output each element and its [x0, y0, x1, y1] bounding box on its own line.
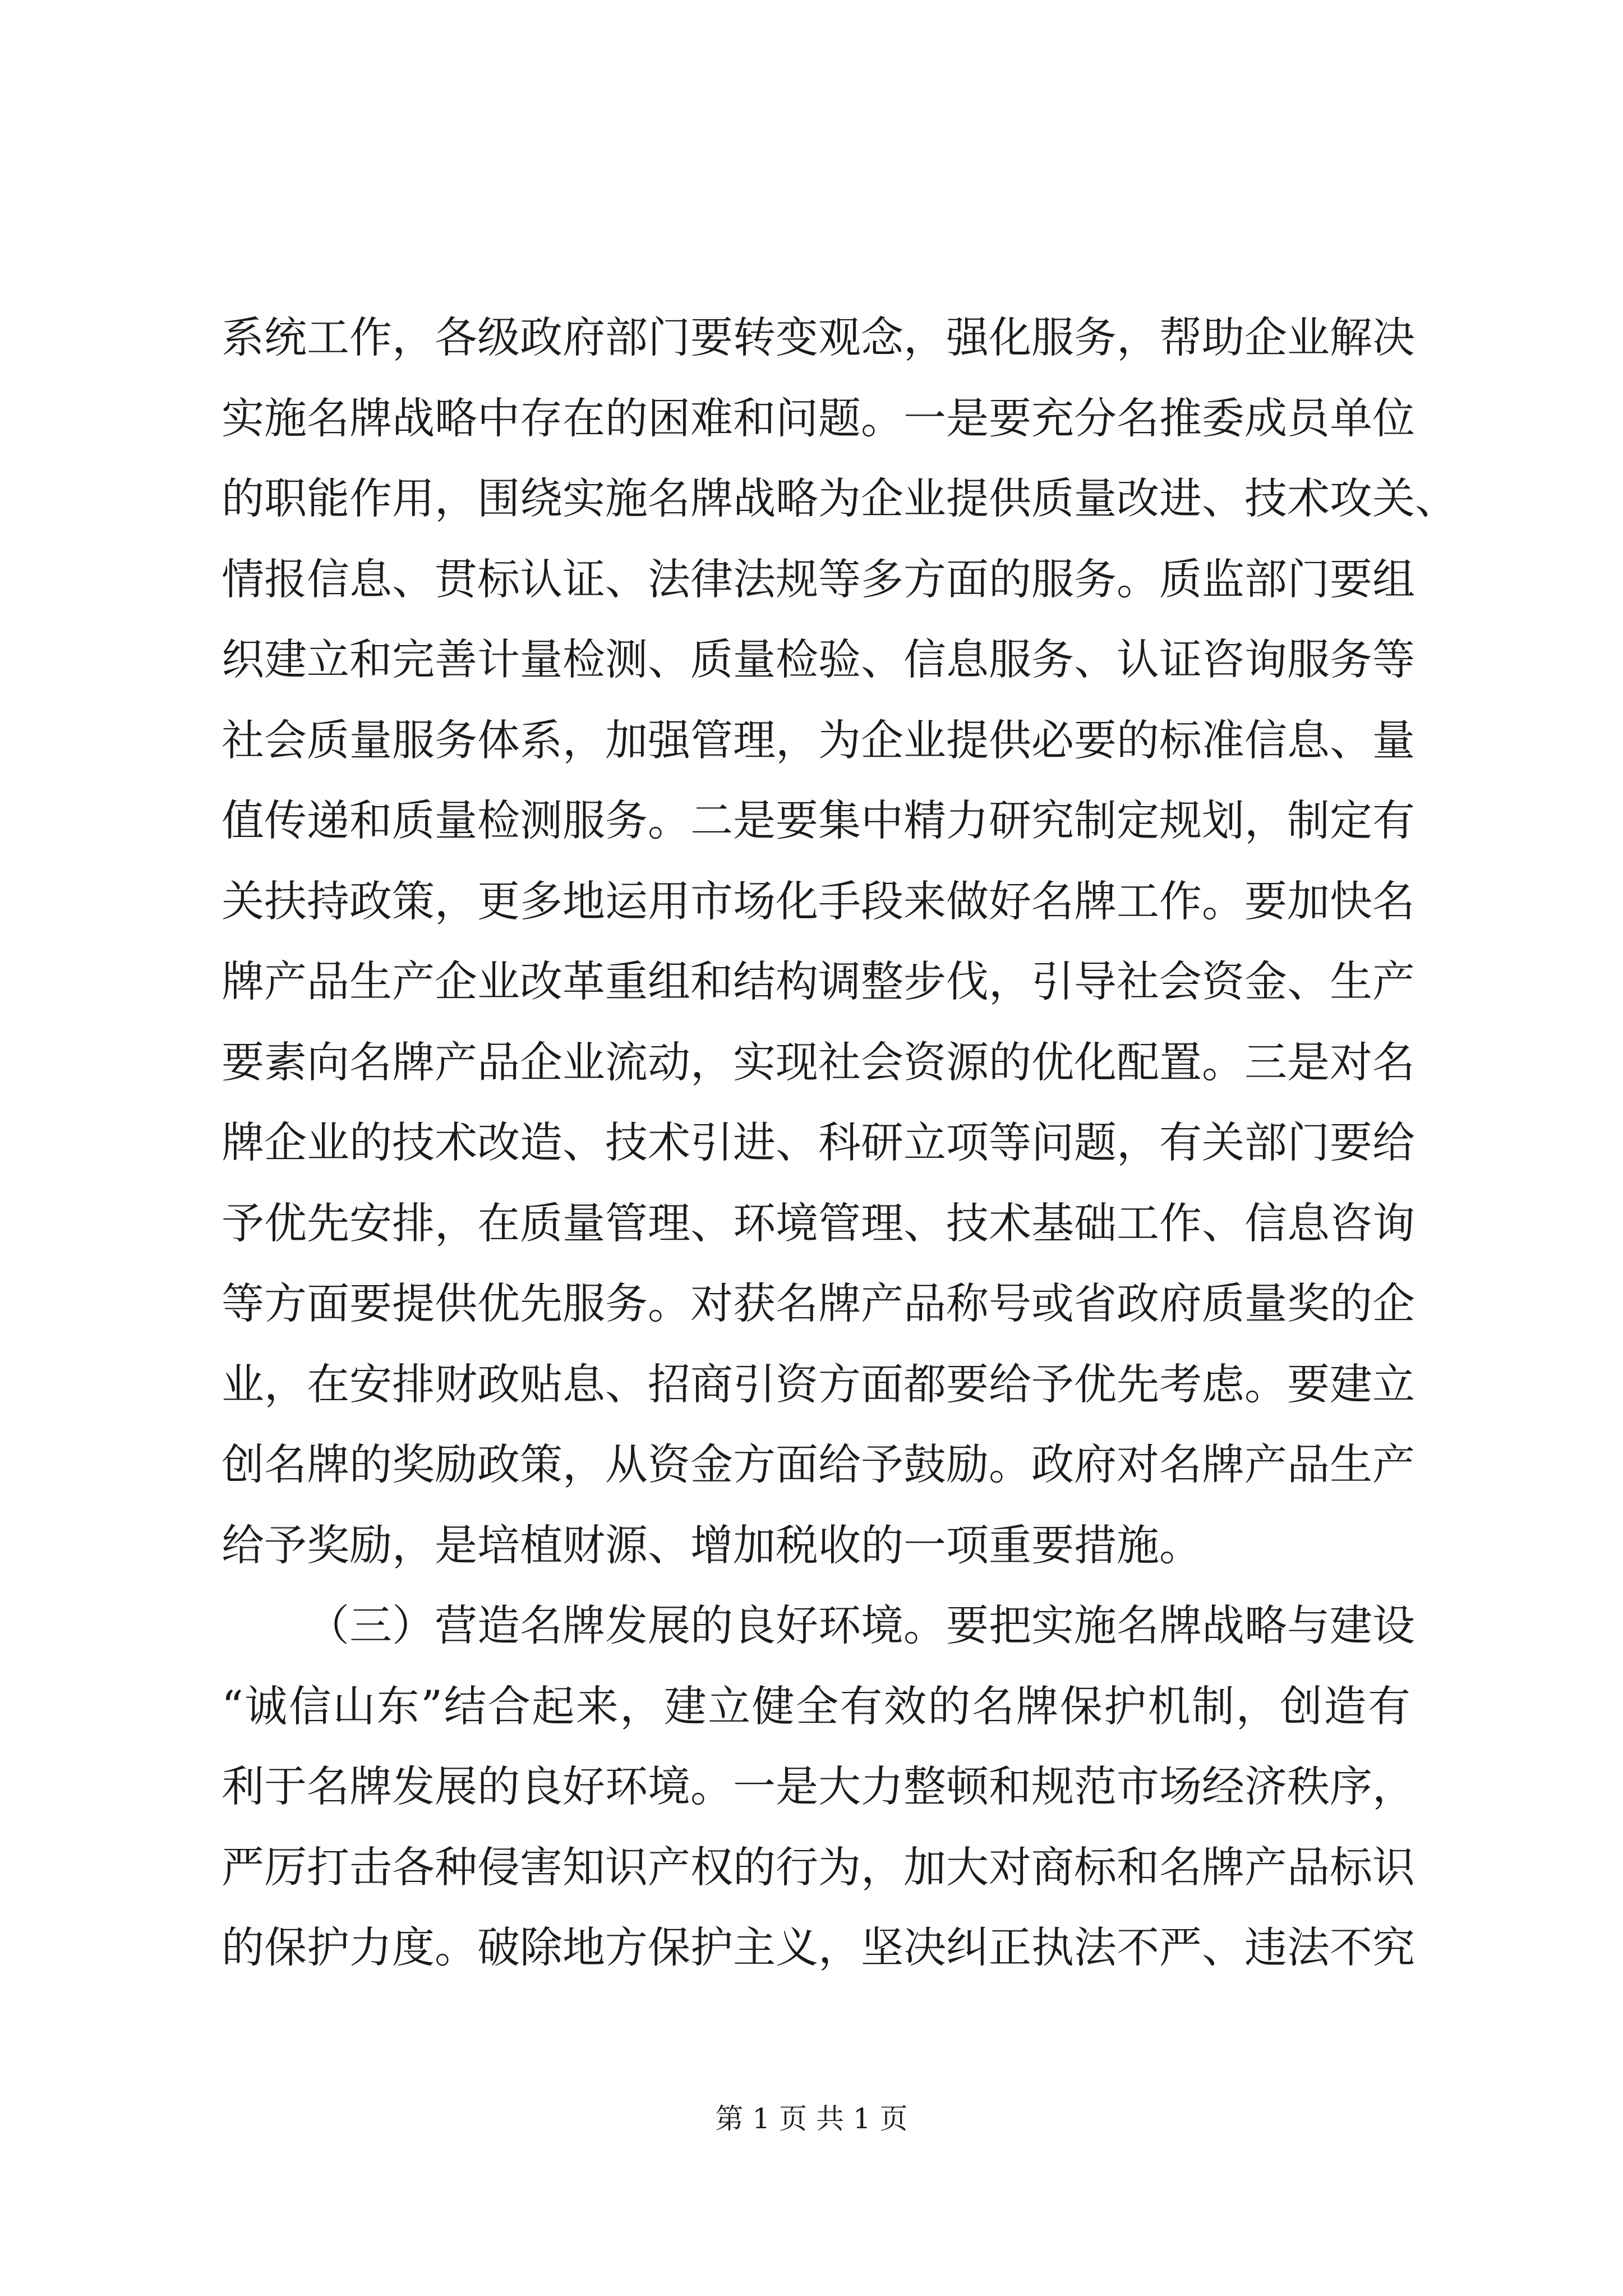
text-line: 实施名牌战略中存在的困难和问题。一是要充分名推委成员单位: [222, 393, 1415, 443]
text-line: 系统工作，各级政府部门要转变观念，强化服务，帮助企业解决: [222, 312, 1415, 362]
page-number-label: 第 1 页 共 1 页: [715, 2102, 908, 2135]
text-line: 关扶持政策，更多地运用市场化手段来做好名牌工作。要加快名: [222, 876, 1415, 926]
text-line: 牌企业的技术改造、技术引进、科研立项等问题，有关部门要给: [222, 1117, 1415, 1167]
section-heading-line: （三）营造名牌发展的良好环境。要把实施名牌战略与建设: [307, 1600, 1415, 1650]
text-line: 要素向名牌产品企业流动，实现社会资源的优化配置。三是对名: [222, 1037, 1415, 1087]
text-line: 创名牌的奖励政策，从资金方面给予鼓励。政府对名牌产品生产: [222, 1439, 1415, 1489]
text-line: 等方面要提供优先服务。对获名牌产品称号或省政府质量奖的企: [222, 1278, 1415, 1328]
text-line: 业，在安排财政贴息、招商引资方面都要给予优先考虑。要建立: [222, 1359, 1415, 1409]
text-line: 给予奖励，是培植财源、增加税收的一项重要措施。: [222, 1520, 1202, 1570]
text-line: 牌产品生产企业改革重组和结构调整步伐，引导社会资金、生产: [222, 956, 1415, 1006]
page-footer: [0, 2099, 1623, 2138]
text-line: 的职能作用，围绕实施名牌战略为企业提供质量改进、技术攻关、: [222, 473, 1458, 523]
text-line: 社会质量服务体系，加强管理，为企业提供必要的标准信息、量: [222, 715, 1415, 765]
text-line: “诚信山东”结合起来，建立健全有效的名牌保护机制，创造有: [222, 1681, 1410, 1731]
text-line: 情报信息、贯标认证、法律法规等多方面的服务。质监部门要组: [222, 554, 1415, 604]
body-text: [222, 297, 1458, 1988]
text-line: 织建立和完善计量检测、质量检验、信息服务、认证咨询服务等: [222, 634, 1415, 684]
text-line: 利于名牌发展的良好环境。一是大力整顿和规范市场经济秩序，: [222, 1761, 1415, 1811]
text-line: 值传递和质量检测服务。二是要集中精力研究制定规划，制定有: [222, 795, 1415, 845]
text-line: 严厉打击各种侵害知识产权的行为，加大对商标和名牌产品标识: [222, 1842, 1415, 1892]
text-line: 予优先安排，在质量管理、环境管理、技术基础工作、信息咨询: [222, 1198, 1415, 1248]
text-line: 的保护力度。破除地方保护主义，坚决纠正执法不严、违法不究: [222, 1922, 1415, 1972]
